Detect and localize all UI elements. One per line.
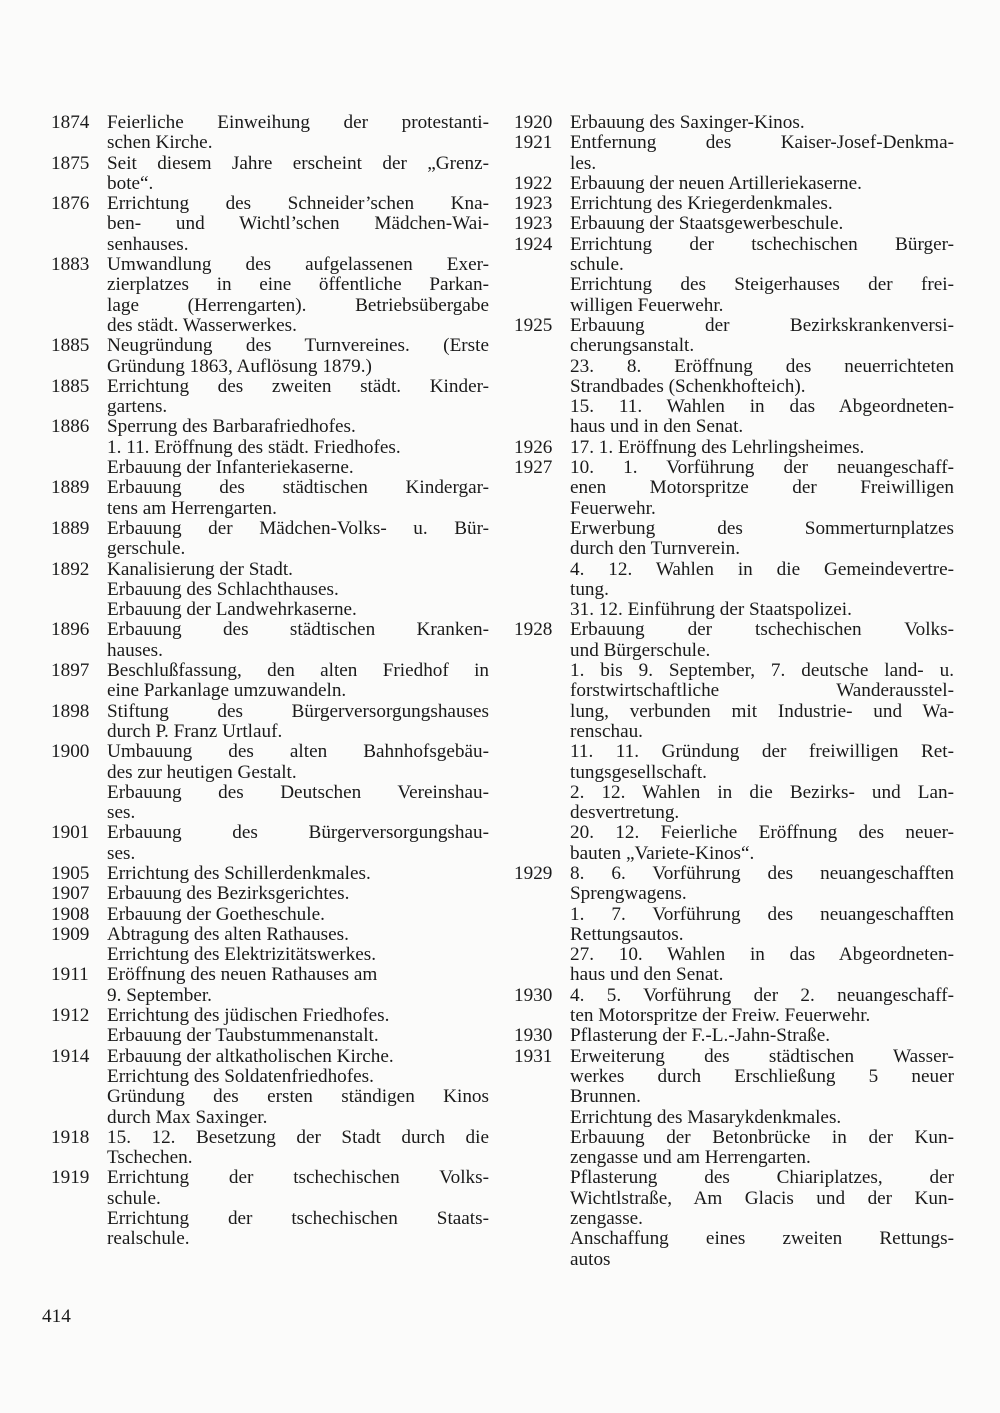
entry-year: 1898 xyxy=(51,700,90,722)
entry-text xyxy=(107,905,489,925)
entry-line: ses. xyxy=(107,842,136,864)
entry-line: ten Motorspritze der Freiw. Feuerwehr. xyxy=(570,1005,871,1027)
entry-year: 1883 xyxy=(51,254,90,276)
chronicle-entry xyxy=(51,377,489,418)
entry-year: 1874 xyxy=(51,112,90,133)
entry-line: Beschlußfassung, den alten Friedhof in xyxy=(107,660,489,682)
entry-line: bauten „Variete-Kinos“. xyxy=(570,842,755,864)
entry-line: zierplatzes in eine öffentliche Parkan- xyxy=(107,274,489,296)
entry-year: 1931 xyxy=(514,1045,553,1067)
chronicle-entry xyxy=(514,113,954,133)
entry-text xyxy=(107,1006,489,1047)
entry-year: 1930 xyxy=(514,984,553,1006)
chronicle-entry xyxy=(51,154,489,195)
entry-line: Umwandlung des aufgelassenen Exer- xyxy=(107,254,489,276)
entry-year: 1885 xyxy=(51,375,90,397)
entry-line: Wichtlstraße, Am Glacis und der Kun- xyxy=(570,1187,954,1209)
entry-year: 1901 xyxy=(51,822,90,844)
entry-line: 15. 12. Besetzung der Stadt durch die xyxy=(107,1126,489,1148)
entry-line: gerschule. xyxy=(107,538,186,560)
entry-line: 1. 7. Vorführung des neuangeschafften xyxy=(570,903,954,925)
entry-line: haus und in den Senat. xyxy=(570,416,744,438)
entry-line: 8. 6. Vorführung des neuangeschafften xyxy=(570,862,954,884)
chronicle-entry xyxy=(514,235,954,316)
chronicle-entry xyxy=(514,458,954,620)
entry-text xyxy=(570,458,954,620)
entry-line: lage (Herrengarten). Betriebsübergabe xyxy=(107,294,489,316)
entry-year: 1921 xyxy=(514,132,553,154)
entry-line: Erbauung der Bezirkskrankenversi- xyxy=(570,314,954,336)
entry-line: 15. 11. Wahlen in das Abgeordneten- xyxy=(570,396,954,418)
entry-line: Erbauung der Landwehrkaserne. xyxy=(107,599,357,621)
entry-line: Errichtung des Soldatenfriedhofes. xyxy=(107,1065,374,1087)
entry-text xyxy=(570,174,954,194)
chronicle-entry xyxy=(51,336,489,377)
entry-line: Sprengwagens. xyxy=(570,883,687,905)
chronicle-entry xyxy=(514,214,954,234)
entry-text xyxy=(107,255,489,336)
chronicle-entry xyxy=(51,255,489,336)
entry-text xyxy=(570,986,954,1027)
entry-line: Errichtung des Elektrizitätswerkes. xyxy=(107,944,377,966)
entry-line: les. xyxy=(570,152,597,174)
entry-line: 2. 12. Wahlen in die Bezirks- und Lan- xyxy=(570,781,954,803)
entry-text xyxy=(107,620,489,661)
chronicle-entry xyxy=(51,417,489,478)
entry-year: 1923 xyxy=(514,213,553,235)
entry-line: Erbauung der neuen Artilleriekaserne. xyxy=(570,172,862,194)
entry-text xyxy=(570,438,954,458)
entry-line: durch den Turnverein. xyxy=(570,538,740,560)
entry-year: 1912 xyxy=(51,1005,90,1027)
entry-text xyxy=(107,377,489,418)
entry-line: 27. 10. Wahlen in das Abgeordneten- xyxy=(570,944,954,966)
chronicle-entry xyxy=(51,823,489,864)
entry-line: enen Motorspritze der Freiwilligen xyxy=(570,477,954,499)
entry-line: tung. xyxy=(570,578,609,600)
entry-text xyxy=(570,620,954,864)
entry-text xyxy=(107,478,489,519)
entry-line: ses. xyxy=(107,802,136,824)
entry-line: Errichtung des Steigerhauses der frei- xyxy=(570,274,954,296)
entry-line: Errichtung des Schillerdenkmales. xyxy=(107,862,371,884)
entry-text xyxy=(570,113,954,133)
entry-line: lung, verbunden mit Industrie- und Wa- xyxy=(570,700,954,722)
entry-line: Tschechen. xyxy=(107,1147,193,1169)
entry-year: 1909 xyxy=(51,923,90,945)
entry-year: 1918 xyxy=(51,1126,90,1148)
entry-line: Gründung 1863, Auflösung 1879.) xyxy=(107,355,372,377)
entry-line: 20. 12. Feierliche Eröffnung des neuer- xyxy=(570,822,954,844)
entry-line: Seit diesem Jahre erscheint der „Grenz- xyxy=(107,152,489,174)
entry-year: 1928 xyxy=(514,619,553,641)
entry-line: Erbauung der tschechischen Volks- xyxy=(570,619,954,641)
entry-text xyxy=(570,1047,954,1270)
chronicle-entry xyxy=(51,1047,489,1128)
entry-line: gartens. xyxy=(107,396,168,418)
entry-line: desvertretung. xyxy=(570,802,680,824)
entry-line: Erweiterung des städtischen Wasser- xyxy=(570,1045,954,1067)
chronicle-entry xyxy=(51,702,489,743)
chronicle-entry xyxy=(51,1168,489,1249)
entry-text xyxy=(570,316,954,438)
chronicle-entry xyxy=(51,864,489,884)
entry-line: Erbauung der Taubstummenanstalt. xyxy=(107,1025,379,1047)
chronicle-entry xyxy=(51,905,489,925)
chronicle-entry xyxy=(514,438,954,458)
entry-text xyxy=(107,661,489,702)
entry-line: Erwerbung des Sommerturnplatzes xyxy=(570,517,954,539)
chronicle-entry xyxy=(514,1026,954,1046)
entry-text xyxy=(107,965,489,1006)
entry-text xyxy=(107,1047,489,1128)
entry-line: Erbauung des Saxinger-Kinos. xyxy=(570,112,805,133)
entry-line: Errichtung der tschechischen Volks- xyxy=(107,1167,489,1189)
entry-line: Errichtung des Schneider’schen Kna- xyxy=(107,193,489,215)
entry-line: 31. 12. Einführung der Staatspolizei. xyxy=(570,599,852,621)
entry-year: 1926 xyxy=(514,436,553,458)
entry-year: 1924 xyxy=(514,233,553,255)
entry-line: Pflasterung des Chiariplatzes, der xyxy=(570,1167,954,1189)
entry-year: 1925 xyxy=(514,314,553,336)
chronicle-right-column xyxy=(514,113,954,1270)
entry-line: 23. 8. Eröffnung des neuerrichteten xyxy=(570,355,954,377)
entry-line: ben- und Wichtl’schen Mädchen-Wai- xyxy=(107,213,489,235)
entry-year: 1907 xyxy=(51,883,90,905)
entry-year: 1922 xyxy=(514,172,553,194)
entry-line: Erbauung der Infanteriekaserne. xyxy=(107,457,354,479)
chronicle-entry xyxy=(51,661,489,702)
entry-line: realschule. xyxy=(107,1228,190,1250)
entry-year: 1929 xyxy=(514,862,553,884)
chronicle-entry xyxy=(514,620,954,864)
entry-text xyxy=(570,1026,954,1046)
entry-year: 1905 xyxy=(51,862,90,884)
entry-line: Pflasterung der F.-L.-Jahn-Straße. xyxy=(570,1025,831,1047)
entry-text xyxy=(570,194,954,214)
chronicle-entry xyxy=(51,1006,489,1047)
entry-line: des städt. Wasserwerkes. xyxy=(107,314,297,336)
page-number: 414 xyxy=(42,1306,71,1327)
entry-year: 1914 xyxy=(51,1045,90,1067)
entry-line: haus und den Senat. xyxy=(570,964,724,986)
entry-line: Erbauung des städtischen Kranken- xyxy=(107,619,489,641)
entry-line: Eröffnung des neuen Rathauses am xyxy=(107,964,378,986)
entry-line: 17. 1. Eröffnung des Lehrlingsheimes. xyxy=(570,436,865,458)
entry-year: 1923 xyxy=(514,193,553,215)
entry-line: Errichtung des jüdischen Friedhofes. xyxy=(107,1005,390,1027)
chronicle-entry xyxy=(514,316,954,438)
entry-line: Errichtung der tschechischen Bürger- xyxy=(570,233,954,255)
entry-year: 1897 xyxy=(51,660,90,682)
entry-text xyxy=(107,154,489,195)
entry-year: 1896 xyxy=(51,619,90,641)
entry-text xyxy=(570,235,954,316)
entry-line: Sperrung des Barbarafriedhofes. xyxy=(107,416,356,438)
entry-line: 9. September. xyxy=(107,984,212,1006)
entry-text xyxy=(107,417,489,478)
entry-line: tungsgesellschaft. xyxy=(570,761,707,783)
entry-line: tens am Herrengarten. xyxy=(107,497,277,519)
entry-year: 1920 xyxy=(514,112,553,133)
chronicle-entry xyxy=(514,1047,954,1270)
entry-line: 11. 11. Gründung der freiwilligen Ret- xyxy=(570,741,954,763)
entry-line: Erbauung der Staatsgewerbeschule. xyxy=(570,213,844,235)
entry-line: senhauses. xyxy=(107,233,189,255)
entry-line: Anschaffung eines zweiten Rettungs- xyxy=(570,1228,954,1250)
entry-line: Errichtung des zweiten städt. Kinder- xyxy=(107,375,489,397)
entry-line: Erbauung des Deutschen Vereinshau- xyxy=(107,781,489,803)
entry-line: Erbauung der Goetheschule. xyxy=(107,903,325,925)
entry-line: durch P. Franz Urtlauf. xyxy=(107,720,283,742)
entry-line: des zur heutigen Gestalt. xyxy=(107,761,297,783)
entry-line: Neugründung des Turnvereines. (Erste xyxy=(107,335,489,357)
entry-line: Stiftung des Bürgerversorgungshauses xyxy=(107,700,489,722)
entry-line: und Bürgerschule. xyxy=(570,639,711,661)
entry-year: 1927 xyxy=(514,457,553,479)
entry-year: 1911 xyxy=(51,964,89,986)
chronicle-entry xyxy=(51,478,489,519)
entry-text xyxy=(107,336,489,377)
entry-year: 1930 xyxy=(514,1025,553,1047)
entry-line: Feuerwehr. xyxy=(570,497,656,519)
entry-line: Errichtung des Masarykdenkmales. xyxy=(570,1106,842,1128)
entry-text xyxy=(107,884,489,904)
entry-line: Erbauung des städtischen Kindergar- xyxy=(107,477,489,499)
chronicle-entry xyxy=(51,742,489,823)
entry-year: 1889 xyxy=(51,517,90,539)
entry-line: Errichtung des Kriegerdenkmales. xyxy=(570,193,833,215)
entry-line: Gründung des ersten ständigen Kinos xyxy=(107,1086,489,1108)
entry-line: hauses. xyxy=(107,639,163,661)
entry-year: 1886 xyxy=(51,416,90,438)
chronicle-entry xyxy=(51,560,489,621)
entry-line: zengasse und am Herrengarten. xyxy=(570,1147,811,1169)
entry-text xyxy=(570,214,954,234)
chronicle-entry xyxy=(514,194,954,214)
chronicle-entry xyxy=(51,925,489,966)
entry-line: Errichtung der tschechischen Staats- xyxy=(107,1208,489,1230)
chronicle-entry xyxy=(514,174,954,194)
entry-year: 1900 xyxy=(51,741,90,763)
entry-line: durch Max Saxinger. xyxy=(107,1106,268,1128)
entry-text xyxy=(107,1128,489,1169)
entry-text xyxy=(107,823,489,864)
chronicle-entry xyxy=(514,986,954,1027)
entry-text xyxy=(107,113,489,154)
entry-line: Erbauung der Betonbrücke in der Kun- xyxy=(570,1126,954,1148)
chronicle-entry xyxy=(51,620,489,661)
entry-line: schen Kirche. xyxy=(107,132,213,154)
entry-line: Erbauung des Schlachthauses. xyxy=(107,578,339,600)
entry-line: Erbauung des Bezirksgerichtes. xyxy=(107,883,350,905)
entry-line: bote“. xyxy=(107,172,154,194)
entry-text xyxy=(107,1168,489,1249)
entry-year: 1892 xyxy=(51,558,90,580)
entry-line: Rettungsautos. xyxy=(570,923,684,945)
entry-line: Entfernung des Kaiser-Josef-Denkma- xyxy=(570,132,954,154)
entry-line: 1. 11. Eröffnung des städt. Friedhofes. xyxy=(107,436,401,458)
entry-line: 10. 1. Vorführung der neuangeschaff- xyxy=(570,457,954,479)
chronicle-entry xyxy=(51,519,489,560)
entry-line: renschau. xyxy=(570,720,643,742)
entry-line: willigen Feuerwehr. xyxy=(570,294,724,316)
entry-line: Strandbades (Schenkhofteich). xyxy=(570,375,806,397)
entry-line: schule. xyxy=(107,1187,161,1209)
entry-line: forstwirtschaftliche Wanderausstel- xyxy=(570,680,954,702)
entry-line: Erbauung der Mädchen-Volks- u. Bür- xyxy=(107,517,489,539)
chronicle-entry xyxy=(51,965,489,1006)
entry-line: 4. 12. Wahlen in die Gemeindevertre- xyxy=(570,558,954,580)
entry-line: 4. 5. Vorführung der 2. neuangeschaff- xyxy=(570,984,954,1006)
entry-text xyxy=(107,742,489,823)
entry-line: Umbauung des alten Bahnhofsgebäu- xyxy=(107,741,489,763)
entry-line: Kanalisierung der Stadt. xyxy=(107,558,293,580)
entry-line: Feierliche Einweihung der protestanti- xyxy=(107,112,489,133)
entry-year: 1875 xyxy=(51,152,90,174)
entry-line: cherungsanstalt. xyxy=(570,335,695,357)
entry-line: Abtragung des alten Rathauses. xyxy=(107,923,349,945)
entry-line: Erbauung des Bürgerversorgungshau- xyxy=(107,822,489,844)
entry-line: autos xyxy=(570,1248,611,1270)
entry-line: eine Parkanlage umzuwandeln. xyxy=(107,680,347,702)
chronicle-entry xyxy=(514,133,954,174)
entry-text xyxy=(107,519,489,560)
entry-year: 1919 xyxy=(51,1167,90,1189)
chronicle-entry xyxy=(514,864,954,986)
entry-text xyxy=(107,925,489,966)
entry-line: Brunnen. xyxy=(570,1086,641,1108)
entry-year: 1889 xyxy=(51,477,90,499)
entry-text xyxy=(570,133,954,174)
chronicle-entry xyxy=(51,194,489,255)
entry-text xyxy=(107,194,489,255)
entry-text xyxy=(107,702,489,743)
entry-line: schule. xyxy=(570,254,624,276)
entry-text xyxy=(107,560,489,621)
chronicle-entry xyxy=(51,113,489,154)
chronicle-entry xyxy=(51,884,489,904)
entry-year: 1908 xyxy=(51,903,90,925)
chronicle-entry xyxy=(51,1128,489,1169)
entry-text xyxy=(107,864,489,884)
entry-text xyxy=(570,864,954,986)
entry-year: 1885 xyxy=(51,335,90,357)
entry-line: Erbauung der altkatholischen Kirche. xyxy=(107,1045,394,1067)
entry-line: werkes durch Erschließung 5 neuer xyxy=(570,1065,954,1087)
entry-line: zengasse. xyxy=(570,1208,643,1230)
chronicle-left-column xyxy=(51,113,489,1250)
entry-year: 1876 xyxy=(51,193,90,215)
entry-line: 1. bis 9. September, 7. deutsche land- u. xyxy=(570,660,954,682)
